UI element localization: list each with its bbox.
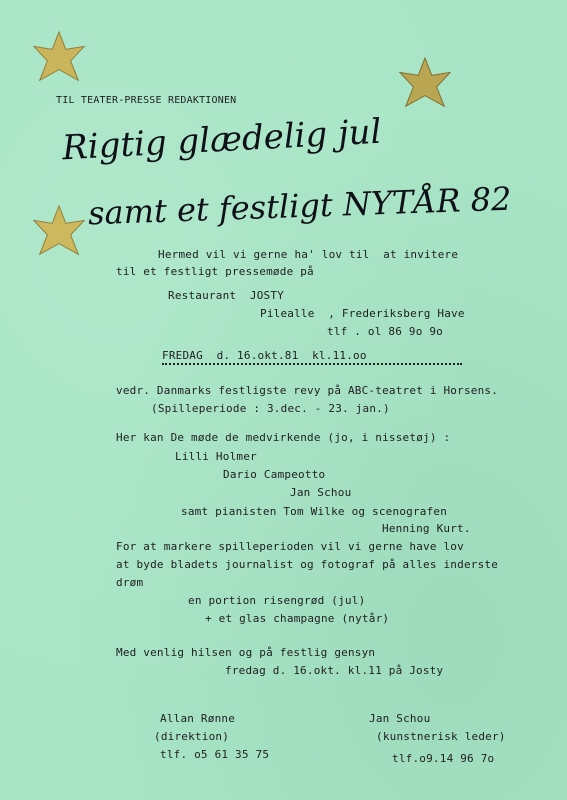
signature-phone: tlf. o5 61 35 75: [160, 748, 270, 761]
gold-star-icon: [396, 56, 454, 114]
offer-line3: drøm: [116, 576, 144, 589]
offer-line1: For at markere spilleperioden vil vi gerne have lov: [116, 540, 464, 553]
about-line2: (Spilleperiode : 3.dec. - 23. jan.): [151, 402, 390, 415]
cast-extra-line1: samt pianisten Tom Wilke og scenografen: [181, 505, 448, 518]
offer-item1: en portion risengrød (jul): [188, 594, 366, 607]
signature-role: (kunstnerisk leder): [376, 730, 506, 743]
gold-star-icon: [30, 30, 88, 88]
about-line1: vedr. Danmarks festligste revy på ABC-teatret i Horsens.: [116, 384, 499, 397]
signature-role: (direktion): [154, 730, 230, 743]
handwritten-greeting-line2: samt et festligt NYTÅR 82: [87, 179, 512, 233]
venue-name: Restaurant JOSTY: [168, 289, 284, 302]
cast-extra-line2: Henning Kurt.: [382, 522, 471, 535]
venue-address: Pilealle , Frederiksberg Have: [260, 307, 465, 320]
dotted-underline: [162, 363, 462, 369]
invite-line1: Hermed vil vi gerne ha' lov til at invitere: [158, 248, 459, 261]
cast-member: Dario Campeotto: [223, 468, 326, 481]
handwritten-greeting-line1: Rigtig glædelig jul: [61, 111, 383, 169]
signature-phone: tlf.o9.14 96 7o: [392, 752, 495, 765]
offer-item2: + et glas champagne (nytår): [205, 612, 390, 625]
signature-name: Jan Schou: [369, 712, 431, 725]
signature-name: Allan Rønne: [160, 712, 236, 725]
invite-line2: til et festligt pressemøde på: [116, 265, 314, 278]
event-date: FREDAG d. 16.okt.81 kl.11.oo: [162, 349, 367, 362]
recipient-header: TIL TEATER-PRESSE REDAKTIONEN: [56, 95, 237, 106]
cast-intro: Her kan De møde de medvirkende (jo, i nissetøj) :: [116, 431, 451, 444]
closing-line2: fredag d. 16.okt. kl.11 på Josty: [225, 664, 444, 677]
cast-member: Lilli Holmer: [175, 450, 257, 463]
cast-member: Jan Schou: [290, 486, 352, 499]
closing-line1: Med venlig hilsen og på festlig gensyn: [116, 646, 376, 659]
offer-line2: at byde bladets journalist og fotograf på alles inderste: [116, 558, 499, 571]
gold-star-icon: [30, 204, 88, 262]
venue-phone: tlf . ol 86 9o 9o: [327, 325, 443, 338]
